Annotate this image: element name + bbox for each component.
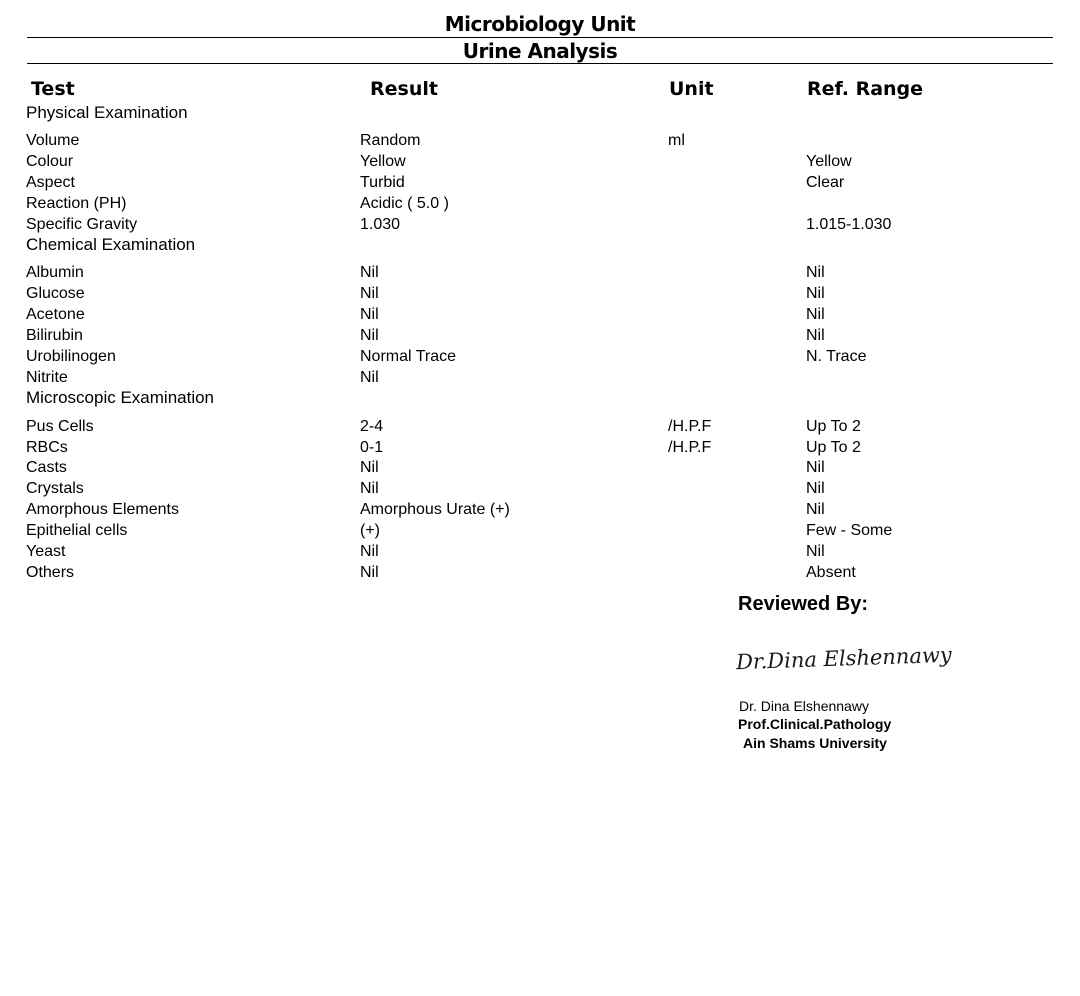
table-row [0,325,1076,346]
result-value: Nil [360,369,379,386]
result-value: Random [360,132,421,149]
result-value: (+) [360,522,380,539]
result-value: Amorphous Urate (+) [360,501,510,518]
table-row [0,416,1076,437]
table-row [0,499,1076,520]
test-name: Epithelial cells [26,522,128,539]
ref-range-value: Few - Some [806,522,893,539]
test-name: Casts [26,459,67,476]
test-name: Colour [26,153,74,170]
reviewed-by-label: Reviewed By: [738,593,869,615]
result-value: Yellow [360,153,406,170]
ref-range-value: Clear [806,174,845,191]
test-name: Nitrite [26,369,68,386]
result-value: Nil [360,564,379,581]
ref-range-value: Nil [806,285,825,302]
test-name: Amorphous Elements [26,501,179,518]
ref-range-value: Up To 2 [806,439,861,456]
unit-value: ml [668,132,685,149]
test-name: Volume [26,132,80,149]
result-value: Nil [360,327,379,344]
section-heading: Chemical Examination [26,235,196,254]
column-header-ref-range: Ref. Range [807,78,924,100]
result-value: Nil [360,285,379,302]
column-header-unit: Unit [669,78,714,100]
table-row [0,367,1076,388]
test-name: Reaction (PH) [26,195,127,212]
signature-script: Dr.Dina Elshennawy [735,642,953,675]
ref-range-value: Nil [806,306,825,323]
test-name: Pus Cells [26,418,94,435]
test-name: Albumin [26,264,84,281]
table-row [0,541,1076,562]
unit-value: /H.P.F [668,439,712,456]
reviewer-name: Dr. Dina Elshennawy [739,698,869,714]
table-row [0,283,1076,304]
ref-range-value: Nil [806,501,825,518]
result-value: Nil [360,543,379,560]
ref-range-value: N. Trace [806,348,867,365]
table-row [0,214,1076,235]
table-row [0,562,1076,583]
reviewer-institution: Ain Shams University [743,735,887,751]
table-row [0,520,1076,541]
section-heading-row [0,387,1076,408]
test-name: Others [26,564,75,581]
result-value: Normal Trace [360,348,457,365]
result-value: Nil [360,264,379,281]
ref-range-value: Nil [806,327,825,344]
test-name: Specific Gravity [26,216,138,233]
table-row [0,172,1076,193]
ref-range-value: 1.015-1.030 [806,216,892,233]
column-header-result: Result [370,78,438,100]
ref-range-value: Nil [806,480,825,497]
section-heading: Microscopic Examination [26,388,215,407]
ref-range-value: Up To 2 [806,418,861,435]
ref-range-value: Yellow [806,153,852,170]
unit-title: Microbiology Unit [444,12,636,36]
result-value: Nil [360,480,379,497]
unit-value: /H.P.F [668,418,712,435]
table-row [0,478,1076,499]
analysis-title: Urine Analysis [462,39,618,63]
test-name: Glucose [26,285,85,302]
section-heading: Physical Examination [26,103,188,122]
result-value: 0-1 [360,439,384,456]
table-row [0,437,1076,458]
ref-range-value: Nil [806,459,825,476]
table-row [0,304,1076,325]
test-name: RBCs [26,439,68,456]
section-heading-row [0,102,1076,123]
column-header-test: Test [31,78,75,100]
result-value: 2-4 [360,418,384,435]
result-value: Nil [360,306,379,323]
test-name: Urobilinogen [26,348,116,365]
reviewer-position: Prof.Clinical.Pathology [738,716,892,732]
test-name: Yeast [26,543,66,560]
ref-range-value: Absent [806,564,856,581]
test-name: Crystals [26,480,84,497]
result-value: Turbid [360,174,405,191]
table-row [0,151,1076,172]
table-row [0,193,1076,214]
signature-image [734,636,953,680]
table-row [0,130,1076,151]
test-name: Aspect [26,174,75,191]
ref-range-value: Nil [806,543,825,560]
table-row [0,457,1076,478]
result-value: Nil [360,459,379,476]
result-value: Acidic ( 5.0 ) [360,195,449,212]
section-heading-row [0,234,1076,255]
test-name: Acetone [26,306,85,323]
ref-range-value: Nil [806,264,825,281]
table-row [0,262,1076,283]
test-name: Bilirubin [26,327,83,344]
table-row [0,346,1076,367]
result-value: 1.030 [360,216,401,233]
